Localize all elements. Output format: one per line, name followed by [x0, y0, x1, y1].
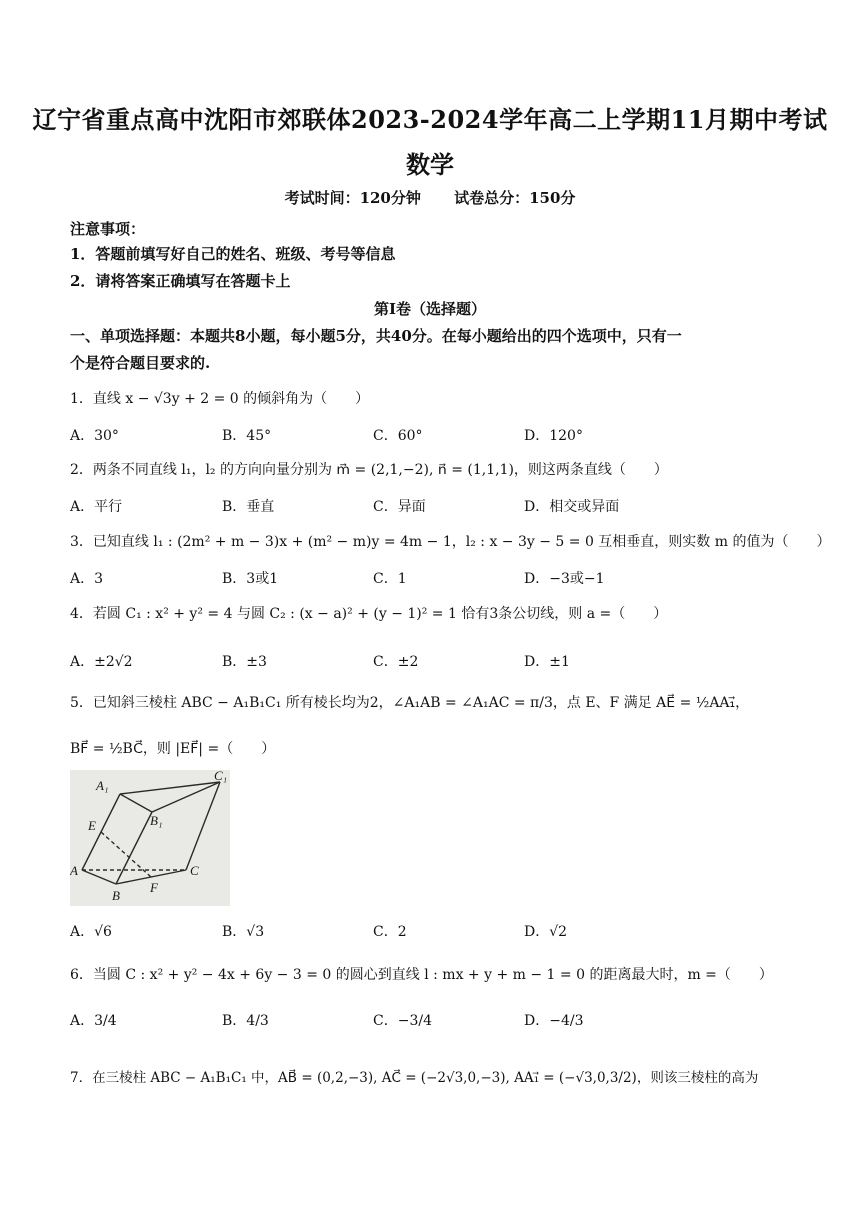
- total-score: 试卷总分：150分: [454, 189, 576, 207]
- question-stem-continued: BF⃗ = ½BC⃗，则 |EF⃗| =（ ）: [70, 741, 276, 757]
- option-a: A．3: [70, 571, 104, 587]
- label-b: B: [112, 888, 120, 903]
- label-e: E: [88, 818, 96, 833]
- label-c: C: [190, 863, 199, 878]
- option-d: D．120°: [524, 428, 583, 444]
- question-stem: 4．若圆 C₁ : x² + y² = 4 与圆 C₂ : (x − a)² + (y − 1)² = 1 恰有3条公切线，则 a =（ ）: [70, 606, 668, 622]
- question-stem: 2．两条不同直线 l₁，l₂ 的方向向量分别为 m⃗ = (2,1,−2), n⃗ = (1,1,1)，则这两条直线（ ）: [70, 462, 668, 478]
- note-item: 1．答题前填写好自己的姓名、班级、考号等信息: [70, 245, 396, 263]
- exam-info: [0, 187, 860, 208]
- prism-diagram: [70, 770, 230, 906]
- option-b: B．45°: [222, 428, 272, 444]
- option-a: A．30°: [70, 428, 119, 444]
- option-c: C．异面: [373, 499, 426, 515]
- question-stem: 1．直线 x − √3y + 2 = 0 的倾斜角为（ ）: [70, 391, 370, 407]
- label-f: F: [150, 880, 158, 895]
- question-stem: 5．已知斜三棱柱 ABC − A₁B₁C₁ 所有棱长均为2，∠A₁AB = ∠A₁AC = π/3，点 E、F 满足 AE⃗ = ½AA₁⃗，: [70, 695, 750, 711]
- edge-ab: [82, 870, 116, 884]
- option-b: B．3或1: [222, 571, 279, 587]
- option-a: A．√6: [70, 924, 112, 940]
- option-d: D．±1: [524, 654, 570, 670]
- option-b: B．垂直: [222, 499, 275, 515]
- note-item: 2．请将答案正确填写在答题卡上: [70, 272, 291, 290]
- option-b: B．4/3: [222, 1013, 269, 1029]
- option-a: A．±2√2: [70, 654, 133, 670]
- section-instruction: 个是符合题目要求的.: [70, 354, 211, 372]
- option-d: D．−3或−1: [524, 571, 605, 587]
- question-stem: 7．在三棱柱 ABC − A₁B₁C₁ 中，AB⃗ = (0,2,−3), AC⃗ = (−2√3,0,−3), AA₁⃗ = (−√3,0,3/2)，则该三棱柱的高为: [70, 1070, 759, 1086]
- option-a: A．3/4: [70, 1013, 117, 1029]
- question-stem: 3．已知直线 l₁ : (2m² + m − 3)x + (m² − m)y = 4m − 1，l₂ : x − 3y − 5 = 0 互相垂直，则实数 m 的值为（ ）: [70, 534, 831, 550]
- question-stem: 6．当圆 C : x² + y² − 4x + 6y − 3 = 0 的圆心到直线 l : mx + y + m − 1 = 0 的距离最大时，m =（ ）: [70, 967, 773, 983]
- edge-a1b1: [120, 794, 152, 812]
- option-c: C．2: [373, 924, 407, 940]
- option-a: A．平行: [70, 499, 123, 515]
- label-a: A: [70, 863, 78, 878]
- volume-heading: 第I卷（选择题）: [373, 300, 487, 318]
- exam-subject: 数学: [406, 150, 454, 179]
- section-instruction: 一、单项选择题：本题共8小题，每小题5分，共40分。在每小题给出的四个选项中，只有一: [70, 327, 682, 345]
- option-b: B．±3: [222, 654, 267, 670]
- exam-title: 辽宁省重点高中沈阳市郊联体2023-2024学年高二上学期11月期中考试: [32, 105, 828, 134]
- edge-bb1: [116, 812, 152, 884]
- option-d: D．相交或异面: [524, 499, 620, 515]
- option-c: C．−3/4: [373, 1013, 432, 1029]
- option-c: C．±2: [373, 654, 419, 670]
- prism-figure: [70, 770, 230, 906]
- option-b: B．√3: [222, 924, 265, 940]
- label-b1: B₁: [150, 813, 163, 828]
- option-c: C．60°: [373, 428, 423, 444]
- exam-time: 考试时间：120分钟: [284, 189, 421, 207]
- option-d: D．−4/3: [524, 1013, 584, 1029]
- option-d: D．√2: [524, 924, 568, 940]
- label-a1: A₁: [96, 778, 109, 793]
- notes-heading: 注意事项：: [70, 220, 146, 238]
- label-c1: C₁: [214, 770, 228, 783]
- option-c: C．1: [373, 571, 407, 587]
